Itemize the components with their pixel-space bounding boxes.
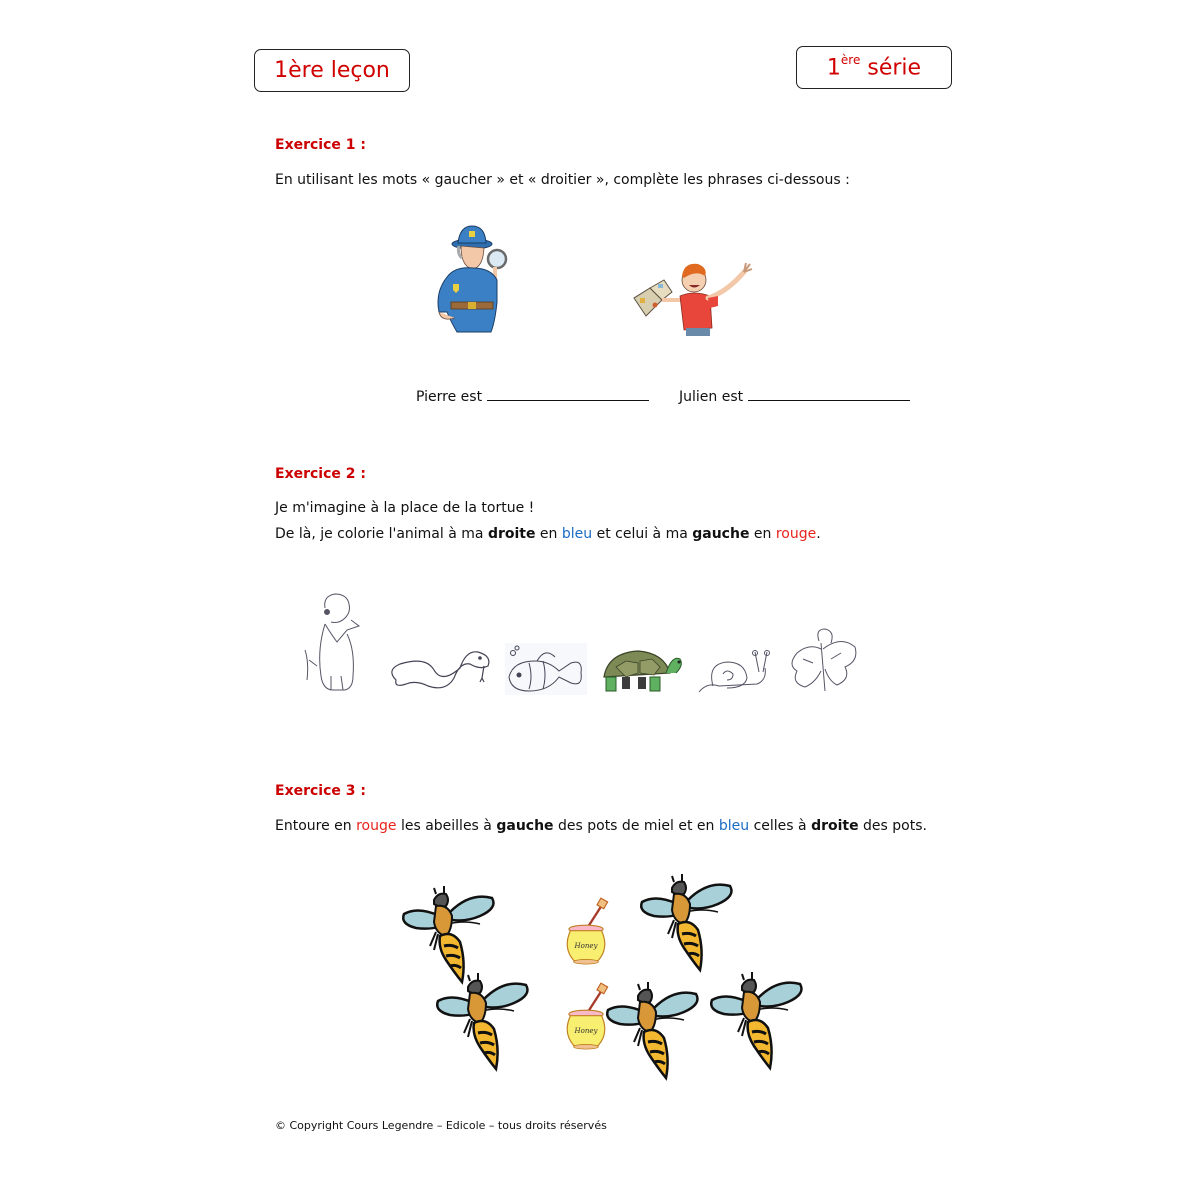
policeman-illustration [425, 222, 515, 337]
exercise3-title: Exercice 3 : [275, 783, 366, 799]
exercise2-line1: Je m'imagine à la place de la tortue ! [275, 500, 535, 516]
word-bleu: bleu [561, 526, 593, 542]
bee-right-bottom-2[interactable] [708, 972, 808, 1072]
dog-drawing[interactable] [303, 590, 373, 695]
lesson-tag [254, 49, 410, 92]
julien-answer-blank[interactable] [748, 388, 910, 401]
snail-drawing[interactable] [697, 650, 775, 695]
exercise1-title: Exercice 1 : [275, 137, 366, 153]
word-bleu: bleu [718, 818, 750, 834]
series-label: 1ère série [826, 52, 922, 81]
bee-left-top[interactable] [400, 886, 500, 986]
pierre-prefix: Pierre est [416, 389, 483, 405]
bee-right-top[interactable] [638, 874, 738, 974]
clownfish-drawing[interactable] [505, 643, 587, 695]
snake-drawing[interactable] [386, 640, 496, 695]
bee-right-bottom-1[interactable] [604, 982, 704, 1082]
bee-left-bottom[interactable] [434, 973, 534, 1073]
butterfly-drawing[interactable] [785, 625, 860, 695]
turtle-drawing[interactable] [600, 645, 685, 695]
exercise1-instruction: En utilisant les mots « gaucher » et « droitier », complète les phrases ci-dessous : [275, 172, 850, 188]
series-tag [796, 46, 952, 89]
word-rouge: rouge [775, 526, 817, 542]
honey-pot-top [556, 898, 616, 968]
exercise2-line2: De là, je colorie l'animal à ma droite en bleu et celui à ma gauche en rouge. [275, 526, 821, 542]
copyright-footer: © Copyright Cours Legendre – Edicole – tous droits réservés [275, 1119, 607, 1132]
julien-prefix: Julien est [679, 389, 744, 405]
exercise3-instruction: Entoure en rouge les abeilles à gauche des pots de miel et en bleu celles à droite des pots. [275, 818, 927, 834]
honey-label: Honey [574, 941, 598, 950]
exercise2-title: Exercice 2 : [275, 466, 366, 482]
pierre-answer-blank[interactable] [487, 388, 649, 401]
word-rouge: rouge [356, 818, 397, 834]
sentence-julien [679, 388, 910, 405]
lesson-label: 1ère leçon [274, 58, 390, 83]
honey-label: Honey [574, 1026, 598, 1035]
sentence-pierre [416, 388, 649, 405]
boy-illustration [632, 258, 757, 338]
